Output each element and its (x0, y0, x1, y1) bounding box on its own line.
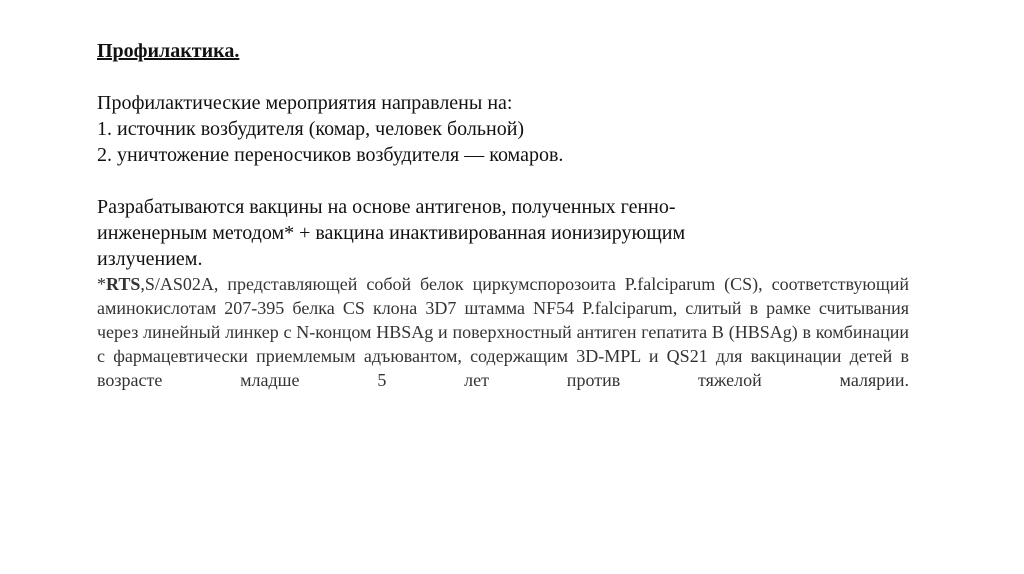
footnote-marker: * (97, 274, 106, 294)
measure-item-2: 2. уничтожение переносчиков возбудителя — комаров. (97, 144, 564, 166)
footnote-rts: RTS (106, 274, 141, 294)
measures-intro: Профилактические мероприятия направлены на: (97, 92, 513, 114)
vaccine-footnote (97, 272, 909, 392)
slide-title: Профилактика. (97, 40, 240, 62)
measure-item-1: 1. источник возбудителя (комар, человек больной) (97, 118, 525, 140)
footnote-text: ,S/AS02A, представляющей собой белок циркумспорозоита P.falciparum (CS), соответствующий аминокислотам 207-395 белка CS клона 3D7 штамма NF54 P.falciparum, слитый в рамке считывания через линейный линкер с N-концом HBSAg и поверхностный антиген гепатита В (HBSAg) в комбинации с фармацевтически приемлемым адъювантом, содержащим 3D-MPL и QS21 для вакцинации детей в возрасте младше 5 лет против тяжелой малярии. (97, 274, 909, 390)
vaccines-line-2: инженерным методом* + вакцина инактивированная ионизирующим (97, 222, 686, 244)
slide-content (97, 38, 909, 392)
vaccines-line-1: Разрабатываются вакцины на основе антигенов, полученных генно- (97, 196, 676, 218)
vaccines-line-3: излучением. (97, 248, 203, 270)
